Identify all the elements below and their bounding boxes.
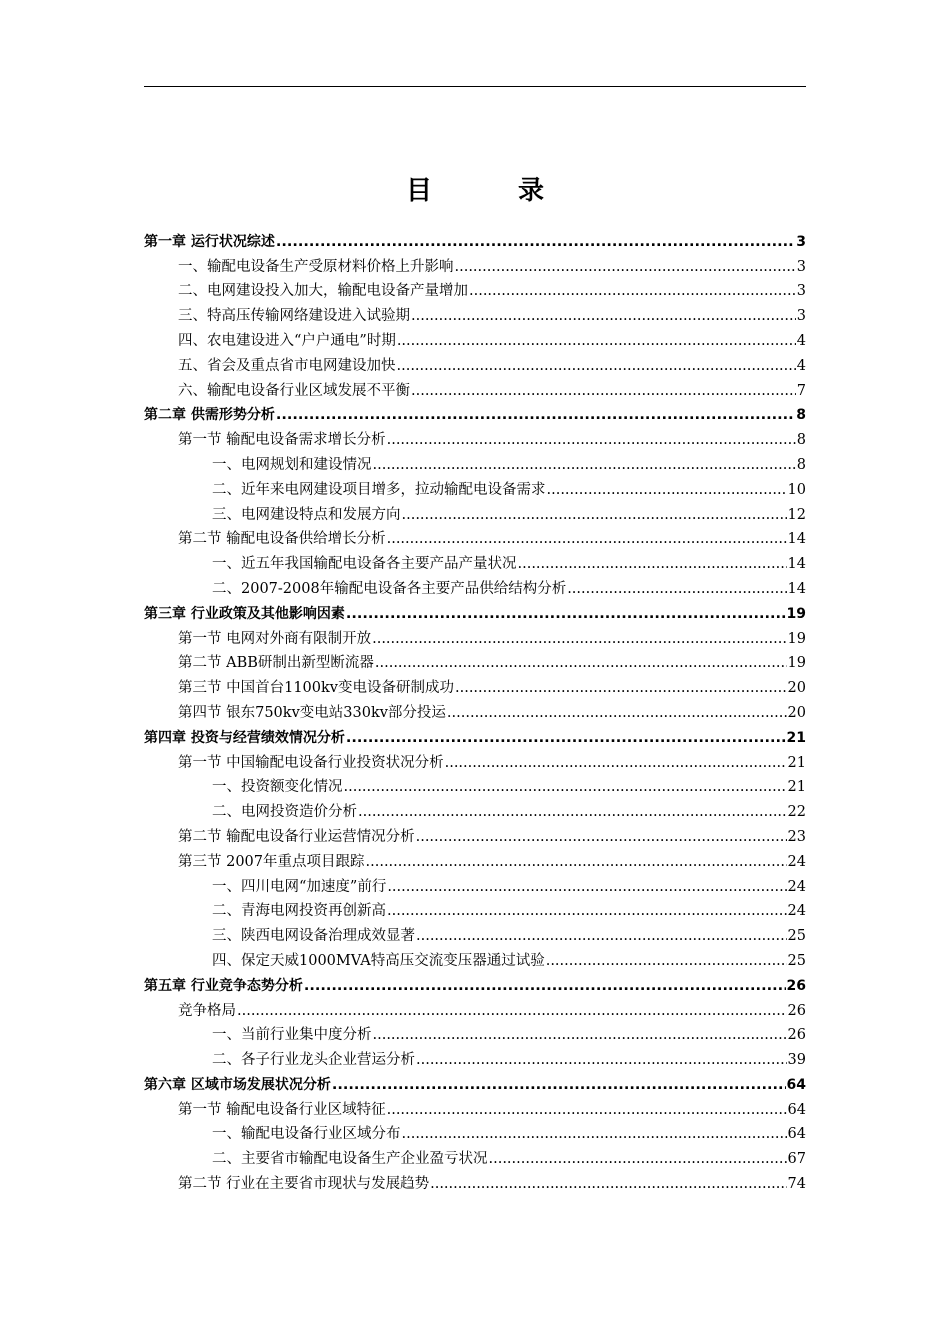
toc-page-number: 3 bbox=[796, 283, 806, 300]
dot-leader bbox=[397, 332, 796, 350]
table-of-contents bbox=[144, 226, 806, 1193]
toc-page-number: 21 bbox=[787, 779, 806, 796]
dot-leader bbox=[387, 878, 786, 896]
toc-subsection-entry[interactable] bbox=[144, 1143, 806, 1168]
toc-entry-label: 第三节 中国首台1100kv变电设备研制成功 bbox=[178, 680, 454, 697]
toc-entry-label: 第二节 输配电设备供给增长分析 bbox=[178, 531, 386, 548]
toc-page-number: 24 bbox=[787, 853, 806, 870]
toc-entry-label: 二、近年来电网建设项目增多，拉动输配电设备需求 bbox=[212, 481, 546, 498]
toc-page-number: 14 bbox=[787, 580, 806, 597]
toc-entry-label: 第一节 输配电设备行业区域特征 bbox=[178, 1101, 386, 1118]
toc-entry-label: 第四章 投资与经营绩效情况分析 bbox=[144, 729, 345, 746]
toc-page-number: 67 bbox=[787, 1151, 806, 1168]
toc-entry-label: 第六章 区域市场发展状况分析 bbox=[144, 1076, 331, 1093]
toc-entry-label: 第三节 2007年重点项目跟踪 bbox=[178, 853, 365, 870]
toc-page-number: 14 bbox=[787, 531, 806, 548]
toc-page-number: 74 bbox=[787, 1176, 806, 1193]
toc-entry-label: 第一节 输配电设备需求增长分析 bbox=[178, 432, 386, 449]
dot-leader bbox=[411, 307, 796, 325]
dot-leader bbox=[276, 406, 795, 424]
toc-page-number: 20 bbox=[787, 680, 806, 697]
dot-leader bbox=[346, 729, 786, 747]
dot-leader bbox=[373, 1026, 787, 1044]
toc-entry-label: 第四节 银东750kv变电站330kv部分投运 bbox=[178, 704, 446, 721]
toc-subsection-entry[interactable] bbox=[144, 1020, 806, 1045]
toc-section-entry[interactable] bbox=[144, 251, 806, 276]
toc-chapter-entry[interactable] bbox=[144, 722, 806, 747]
toc-page-number: 26 bbox=[786, 977, 806, 994]
toc-section-entry[interactable] bbox=[144, 846, 806, 871]
toc-section-entry[interactable] bbox=[144, 697, 806, 722]
toc-chapter-entry[interactable] bbox=[144, 1069, 806, 1094]
toc-entry-label: 第一节 中国输配电设备行业投资状况分析 bbox=[178, 754, 444, 771]
toc-page-number: 20 bbox=[787, 704, 806, 721]
toc-subsection-entry[interactable] bbox=[144, 920, 806, 945]
toc-entry-label: 二、主要省市输配电设备生产企业盈亏状况 bbox=[212, 1151, 488, 1168]
toc-section-entry[interactable] bbox=[144, 524, 806, 549]
toc-entry-label: 二、电网投资造价分析 bbox=[212, 804, 357, 821]
toc-page-number: 39 bbox=[787, 1052, 806, 1069]
dot-leader bbox=[455, 258, 796, 276]
dot-leader bbox=[372, 630, 786, 648]
toc-chapter-entry[interactable] bbox=[144, 226, 806, 251]
toc-entry-label: 五、省会及重点省市电网建设加快 bbox=[178, 357, 396, 374]
dot-leader bbox=[358, 803, 787, 821]
toc-entry-label: 一、输配电设备生产受原材料价格上升影响 bbox=[178, 258, 454, 275]
toc-page-number: 19 bbox=[787, 655, 806, 672]
toc-subsection-entry[interactable] bbox=[144, 573, 806, 598]
toc-page-number: 19 bbox=[786, 605, 806, 622]
toc-page-number: 4 bbox=[796, 357, 806, 374]
dot-leader bbox=[447, 704, 787, 722]
toc-entry-label: 竞争格局 bbox=[178, 1002, 236, 1019]
toc-subsection-entry[interactable] bbox=[144, 896, 806, 921]
toc-page-number: 25 bbox=[787, 928, 806, 945]
toc-page-number: 64 bbox=[787, 1126, 806, 1143]
dot-leader bbox=[469, 282, 796, 300]
toc-subsection-entry[interactable] bbox=[144, 449, 806, 474]
toc-page-number: 3 bbox=[796, 258, 806, 275]
toc-page-number: 4 bbox=[796, 332, 806, 349]
toc-entry-label: 一、输配电设备行业区域分布 bbox=[212, 1126, 401, 1143]
dot-leader bbox=[445, 754, 787, 772]
toc-page-number: 12 bbox=[787, 506, 806, 523]
dot-leader bbox=[547, 481, 787, 499]
toc-section-entry[interactable] bbox=[144, 672, 806, 697]
toc-entry-label: 一、四川电网“加速度”前行 bbox=[212, 878, 387, 895]
dot-leader bbox=[304, 977, 786, 995]
toc-page-number: 21 bbox=[787, 754, 806, 771]
toc-page-number: 26 bbox=[787, 1002, 806, 1019]
toc-page-number: 8 bbox=[796, 407, 806, 424]
toc-section-entry[interactable] bbox=[144, 995, 806, 1020]
toc-entry-label: 一、电网规划和建设情况 bbox=[212, 456, 372, 473]
toc-entry-label: 三、电网建设特点和发展方向 bbox=[212, 506, 401, 523]
toc-section-entry[interactable] bbox=[144, 623, 806, 648]
toc-subsection-entry[interactable] bbox=[144, 772, 806, 797]
dot-leader bbox=[344, 778, 787, 796]
dot-leader bbox=[237, 1002, 787, 1020]
toc-page-number: 64 bbox=[787, 1101, 806, 1118]
toc-entry-label: 第一章 运行状况综述 bbox=[144, 233, 275, 250]
dot-leader bbox=[416, 1051, 787, 1069]
toc-section-entry[interactable] bbox=[144, 424, 806, 449]
toc-section-entry[interactable] bbox=[144, 325, 806, 350]
toc-entry-label: 第二节 ABB研制出新型断流器 bbox=[178, 655, 374, 672]
toc-subsection-entry[interactable] bbox=[144, 796, 806, 821]
toc-entry-label: 第二节 行业在主要省市现状与发展趋势 bbox=[178, 1176, 430, 1193]
dot-leader bbox=[546, 952, 787, 970]
toc-chapter-entry[interactable] bbox=[144, 970, 806, 995]
toc-page-number: 14 bbox=[787, 556, 806, 573]
toc-section-entry[interactable] bbox=[144, 300, 806, 325]
dot-leader bbox=[397, 357, 796, 375]
toc-entry-label: 第五章 行业竞争态势分析 bbox=[144, 977, 303, 994]
toc-section-entry[interactable] bbox=[144, 1094, 806, 1119]
toc-section-entry[interactable] bbox=[144, 1168, 806, 1193]
toc-page-number: 10 bbox=[787, 481, 806, 498]
toc-entry-label: 第二章 供需形势分析 bbox=[144, 407, 275, 424]
toc-entry-label: 二、电网建设投入加大，输配电设备产量增加 bbox=[178, 283, 468, 300]
dot-leader bbox=[387, 530, 787, 548]
dot-leader bbox=[518, 555, 787, 573]
toc-section-entry[interactable] bbox=[144, 375, 806, 400]
dot-leader bbox=[373, 456, 796, 474]
toc-page-number: 19 bbox=[787, 630, 806, 647]
toc-entry-label: 二、各子行业龙头企业营运分析 bbox=[212, 1052, 415, 1069]
toc-page-number: 26 bbox=[787, 1027, 806, 1044]
toc-entry-label: 第三章 行业政策及其他影响因素 bbox=[144, 605, 345, 622]
toc-subsection-entry[interactable] bbox=[144, 474, 806, 499]
toc-page-number: 23 bbox=[787, 828, 806, 845]
toc-page-number: 22 bbox=[787, 804, 806, 821]
toc-entry-label: 三、特高压传输网络建设进入试验期 bbox=[178, 308, 410, 325]
toc-page-number: 25 bbox=[787, 952, 806, 969]
dot-leader bbox=[567, 580, 786, 598]
toc-page-number: 3 bbox=[796, 308, 806, 325]
toc-entry-label: 二、2007-2008年输配电设备各主要产品供给结构分析 bbox=[212, 580, 567, 597]
dot-leader bbox=[455, 679, 787, 697]
toc-chapter-entry[interactable] bbox=[144, 598, 806, 623]
toc-title: 目 录 bbox=[405, 176, 574, 206]
toc-page-number: 24 bbox=[787, 878, 806, 895]
dot-leader bbox=[387, 902, 787, 920]
toc-subsection-entry[interactable] bbox=[144, 1044, 806, 1069]
toc-entry-label: 二、青海电网投资再创新高 bbox=[212, 903, 386, 920]
toc-section-entry[interactable] bbox=[144, 648, 806, 673]
toc-subsection-entry[interactable] bbox=[144, 499, 806, 524]
toc-page-number: 8 bbox=[796, 456, 806, 473]
toc-page-number: 64 bbox=[786, 1076, 806, 1093]
toc-entry-label: 一、近五年我国输配电设备各主要产品产量状况 bbox=[212, 556, 517, 573]
toc-entry-label: 一、当前行业集中度分析 bbox=[212, 1027, 372, 1044]
toc-page-number: 8 bbox=[796, 432, 806, 449]
toc-entry-label: 四、保定天威1000MVA特高压交流变压器通过试验 bbox=[212, 952, 545, 969]
dot-leader bbox=[416, 927, 787, 945]
header-rule bbox=[144, 86, 806, 87]
toc-page-number: 24 bbox=[787, 903, 806, 920]
toc-entry-label: 第一节 电网对外商有限制开放 bbox=[178, 630, 372, 647]
dot-leader bbox=[416, 828, 787, 846]
dot-leader bbox=[402, 506, 787, 524]
toc-subsection-entry[interactable] bbox=[144, 548, 806, 573]
toc-section-entry[interactable] bbox=[144, 821, 806, 846]
toc-page-number: 3 bbox=[796, 233, 806, 250]
toc-section-entry[interactable] bbox=[144, 350, 806, 375]
dot-leader bbox=[489, 1150, 787, 1168]
dot-leader bbox=[411, 382, 796, 400]
toc-entry-label: 三、陕西电网设备治理成效显著 bbox=[212, 928, 415, 945]
dot-leader bbox=[375, 654, 787, 672]
toc-entry-label: 第二节 输配电设备行业运营情况分析 bbox=[178, 828, 415, 845]
dot-leader bbox=[387, 431, 796, 449]
toc-subsection-entry[interactable] bbox=[144, 871, 806, 896]
dot-leader bbox=[332, 1076, 786, 1094]
dot-leader bbox=[346, 605, 786, 623]
toc-entry-label: 一、投资额变化情况 bbox=[212, 779, 343, 796]
toc-entry-label: 四、农电建设进入“户户通电”时期 bbox=[178, 332, 396, 349]
toc-subsection-entry[interactable] bbox=[144, 1119, 806, 1144]
toc-chapter-entry[interactable] bbox=[144, 400, 806, 425]
dot-leader bbox=[366, 853, 787, 871]
toc-entry-label: 六、输配电设备行业区域发展不平衡 bbox=[178, 382, 410, 399]
toc-section-entry[interactable] bbox=[144, 276, 806, 301]
toc-page-number: 7 bbox=[796, 382, 806, 399]
toc-page-number: 21 bbox=[786, 729, 806, 746]
dot-leader bbox=[430, 1175, 786, 1193]
dot-leader bbox=[276, 233, 795, 251]
toc-section-entry[interactable] bbox=[144, 747, 806, 772]
dot-leader bbox=[387, 1101, 787, 1119]
toc-subsection-entry[interactable] bbox=[144, 945, 806, 970]
dot-leader bbox=[402, 1125, 787, 1143]
